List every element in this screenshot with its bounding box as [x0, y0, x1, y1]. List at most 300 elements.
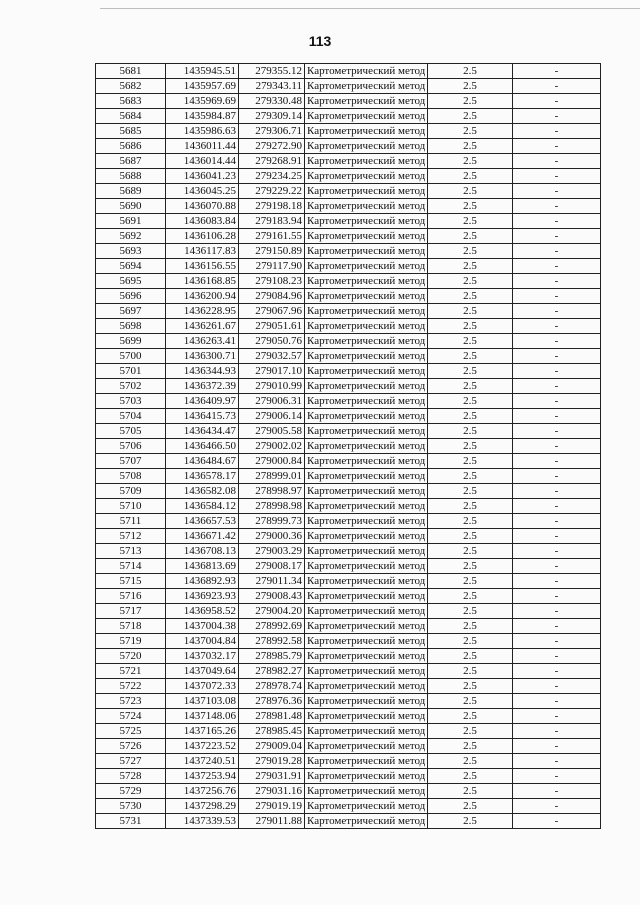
note-cell: - [513, 469, 601, 484]
point-number-cell: 5724 [96, 709, 166, 724]
x-coordinate-cell: 1435986.63 [166, 124, 239, 139]
note-cell: - [513, 109, 601, 124]
y-coordinate-cell: 279108.23 [239, 274, 305, 289]
accuracy-cell: 2.5 [428, 679, 513, 694]
note-cell: - [513, 784, 601, 799]
method-cell: Картометрический метод [305, 364, 428, 379]
y-coordinate-cell: 279150.89 [239, 244, 305, 259]
method-cell: Картометрический метод [305, 739, 428, 754]
table-row [96, 739, 601, 754]
table-row [96, 664, 601, 679]
accuracy-cell: 2.5 [428, 499, 513, 514]
note-cell: - [513, 649, 601, 664]
note-cell: - [513, 499, 601, 514]
table-row [96, 574, 601, 589]
x-coordinate-cell: 1436106.28 [166, 229, 239, 244]
accuracy-cell: 2.5 [428, 529, 513, 544]
point-number-cell: 5714 [96, 559, 166, 574]
y-coordinate-cell: 279008.43 [239, 589, 305, 604]
x-coordinate-cell: 1435957.69 [166, 79, 239, 94]
y-coordinate-cell: 279309.14 [239, 109, 305, 124]
method-cell: Картометрический метод [305, 319, 428, 334]
method-cell: Картометрический метод [305, 184, 428, 199]
accuracy-cell: 2.5 [428, 754, 513, 769]
note-cell: - [513, 229, 601, 244]
y-coordinate-cell: 279010.99 [239, 379, 305, 394]
table-row [96, 169, 601, 184]
note-cell: - [513, 184, 601, 199]
note-cell: - [513, 484, 601, 499]
y-coordinate-cell: 279008.17 [239, 559, 305, 574]
note-cell: - [513, 244, 601, 259]
x-coordinate-cell: 1436657.53 [166, 514, 239, 529]
table-row [96, 229, 601, 244]
accuracy-cell: 2.5 [428, 694, 513, 709]
table-row [96, 94, 601, 109]
note-cell: - [513, 349, 601, 364]
table-row [96, 289, 601, 304]
accuracy-cell: 2.5 [428, 229, 513, 244]
note-cell: - [513, 319, 601, 334]
note-cell: - [513, 604, 601, 619]
accuracy-cell: 2.5 [428, 454, 513, 469]
point-number-cell: 5723 [96, 694, 166, 709]
method-cell: Картометрический метод [305, 424, 428, 439]
y-coordinate-cell: 279032.57 [239, 349, 305, 364]
accuracy-cell: 2.5 [428, 439, 513, 454]
x-coordinate-cell: 1436708.13 [166, 544, 239, 559]
y-coordinate-cell: 279183.94 [239, 214, 305, 229]
point-number-cell: 5693 [96, 244, 166, 259]
note-cell: - [513, 739, 601, 754]
table-row [96, 484, 601, 499]
y-coordinate-cell: 279003.29 [239, 544, 305, 559]
method-cell: Картометрический метод [305, 274, 428, 289]
y-coordinate-cell: 278985.79 [239, 649, 305, 664]
table-row [96, 634, 601, 649]
method-cell: Картометрический метод [305, 289, 428, 304]
method-cell: Картометрический метод [305, 499, 428, 514]
accuracy-cell: 2.5 [428, 574, 513, 589]
method-cell: Картометрический метод [305, 679, 428, 694]
note-cell: - [513, 679, 601, 694]
point-number-cell: 5684 [96, 109, 166, 124]
method-cell: Картометрический метод [305, 484, 428, 499]
accuracy-cell: 2.5 [428, 424, 513, 439]
table-row [96, 139, 601, 154]
coordinates-table-body [96, 64, 601, 829]
x-coordinate-cell: 1437049.64 [166, 664, 239, 679]
y-coordinate-cell: 279051.61 [239, 319, 305, 334]
note-cell: - [513, 544, 601, 559]
x-coordinate-cell: 1436083.84 [166, 214, 239, 229]
table-row [96, 259, 601, 274]
accuracy-cell: 2.5 [428, 259, 513, 274]
accuracy-cell: 2.5 [428, 139, 513, 154]
point-number-cell: 5721 [96, 664, 166, 679]
note-cell: - [513, 79, 601, 94]
note-cell: - [513, 394, 601, 409]
x-coordinate-cell: 1436923.93 [166, 589, 239, 604]
accuracy-cell: 2.5 [428, 799, 513, 814]
accuracy-cell: 2.5 [428, 649, 513, 664]
x-coordinate-cell: 1436041.23 [166, 169, 239, 184]
coordinates-table [95, 63, 601, 829]
table-row [96, 619, 601, 634]
page-number: 113 [308, 33, 332, 49]
x-coordinate-cell: 1437240.51 [166, 754, 239, 769]
table-row [96, 499, 601, 514]
note-cell: - [513, 64, 601, 79]
y-coordinate-cell: 279343.11 [239, 79, 305, 94]
point-number-cell: 5698 [96, 319, 166, 334]
point-number-cell: 5711 [96, 514, 166, 529]
table-row [96, 364, 601, 379]
y-coordinate-cell: 279084.96 [239, 289, 305, 304]
note-cell: - [513, 454, 601, 469]
table-row [96, 709, 601, 724]
x-coordinate-cell: 1435984.87 [166, 109, 239, 124]
note-cell: - [513, 694, 601, 709]
x-coordinate-cell: 1437032.17 [166, 649, 239, 664]
x-coordinate-cell: 1435945.51 [166, 64, 239, 79]
table-row [96, 799, 601, 814]
method-cell: Картометрический метод [305, 754, 428, 769]
method-cell: Картометрический метод [305, 769, 428, 784]
y-coordinate-cell: 279117.90 [239, 259, 305, 274]
note-cell: - [513, 589, 601, 604]
method-cell: Картометрический метод [305, 619, 428, 634]
method-cell: Картометрический метод [305, 514, 428, 529]
point-number-cell: 5716 [96, 589, 166, 604]
accuracy-cell: 2.5 [428, 709, 513, 724]
note-cell: - [513, 634, 601, 649]
x-coordinate-cell: 1436372.39 [166, 379, 239, 394]
table-row [96, 379, 601, 394]
method-cell: Картометрический метод [305, 199, 428, 214]
point-number-cell: 5731 [96, 814, 166, 829]
accuracy-cell: 2.5 [428, 739, 513, 754]
method-cell: Картометрический метод [305, 334, 428, 349]
accuracy-cell: 2.5 [428, 769, 513, 784]
table-row [96, 199, 601, 214]
accuracy-cell: 2.5 [428, 409, 513, 424]
y-coordinate-cell: 279017.10 [239, 364, 305, 379]
point-number-cell: 5709 [96, 484, 166, 499]
method-cell: Картометрический метод [305, 634, 428, 649]
note-cell: - [513, 799, 601, 814]
note-cell: - [513, 94, 601, 109]
note-cell: - [513, 424, 601, 439]
x-coordinate-cell: 1437004.38 [166, 619, 239, 634]
point-number-cell: 5681 [96, 64, 166, 79]
note-cell: - [513, 334, 601, 349]
y-coordinate-cell: 278999.73 [239, 514, 305, 529]
x-coordinate-cell: 1436117.83 [166, 244, 239, 259]
y-coordinate-cell: 279006.14 [239, 409, 305, 424]
accuracy-cell: 2.5 [428, 244, 513, 259]
method-cell: Картометрический метод [305, 409, 428, 424]
table-row [96, 334, 601, 349]
x-coordinate-cell: 1436892.93 [166, 574, 239, 589]
method-cell: Картометрический метод [305, 454, 428, 469]
point-number-cell: 5722 [96, 679, 166, 694]
note-cell: - [513, 409, 601, 424]
point-number-cell: 5726 [96, 739, 166, 754]
method-cell: Картометрический метод [305, 649, 428, 664]
x-coordinate-cell: 1436168.85 [166, 274, 239, 289]
note-cell: - [513, 139, 601, 154]
y-coordinate-cell: 279000.36 [239, 529, 305, 544]
point-number-cell: 5695 [96, 274, 166, 289]
y-coordinate-cell: 279019.19 [239, 799, 305, 814]
table-row [96, 514, 601, 529]
accuracy-cell: 2.5 [428, 94, 513, 109]
y-coordinate-cell: 279067.96 [239, 304, 305, 319]
y-coordinate-cell: 278998.98 [239, 499, 305, 514]
accuracy-cell: 2.5 [428, 79, 513, 94]
accuracy-cell: 2.5 [428, 514, 513, 529]
point-number-cell: 5699 [96, 334, 166, 349]
y-coordinate-cell: 279268.91 [239, 154, 305, 169]
table-row [96, 244, 601, 259]
x-coordinate-cell: 1436484.67 [166, 454, 239, 469]
accuracy-cell: 2.5 [428, 319, 513, 334]
point-number-cell: 5717 [96, 604, 166, 619]
accuracy-cell: 2.5 [428, 559, 513, 574]
table-row [96, 559, 601, 574]
accuracy-cell: 2.5 [428, 199, 513, 214]
note-cell: - [513, 574, 601, 589]
y-coordinate-cell: 279000.84 [239, 454, 305, 469]
accuracy-cell: 2.5 [428, 784, 513, 799]
table-row [96, 469, 601, 484]
method-cell: Картометрический метод [305, 394, 428, 409]
y-coordinate-cell: 278978.74 [239, 679, 305, 694]
table-row [96, 784, 601, 799]
method-cell: Картометрический метод [305, 799, 428, 814]
accuracy-cell: 2.5 [428, 334, 513, 349]
y-coordinate-cell: 278998.97 [239, 484, 305, 499]
point-number-cell: 5713 [96, 544, 166, 559]
y-coordinate-cell: 278992.69 [239, 619, 305, 634]
point-number-cell: 5688 [96, 169, 166, 184]
table-row [96, 349, 601, 364]
method-cell: Картометрический метод [305, 349, 428, 364]
point-number-cell: 5685 [96, 124, 166, 139]
accuracy-cell: 2.5 [428, 184, 513, 199]
accuracy-cell: 2.5 [428, 304, 513, 319]
y-coordinate-cell: 279229.22 [239, 184, 305, 199]
point-number-cell: 5718 [96, 619, 166, 634]
table-row [96, 424, 601, 439]
x-coordinate-cell: 1437103.08 [166, 694, 239, 709]
note-cell: - [513, 709, 601, 724]
x-coordinate-cell: 1436011.44 [166, 139, 239, 154]
note-cell: - [513, 769, 601, 784]
method-cell: Картометрический метод [305, 124, 428, 139]
point-number-cell: 5728 [96, 769, 166, 784]
point-number-cell: 5687 [96, 154, 166, 169]
method-cell: Картометрический метод [305, 724, 428, 739]
point-number-cell: 5683 [96, 94, 166, 109]
point-number-cell: 5703 [96, 394, 166, 409]
note-cell: - [513, 289, 601, 304]
table-row [96, 124, 601, 139]
point-number-cell: 5692 [96, 229, 166, 244]
x-coordinate-cell: 1436671.42 [166, 529, 239, 544]
note-cell: - [513, 154, 601, 169]
accuracy-cell: 2.5 [428, 214, 513, 229]
note-cell: - [513, 619, 601, 634]
method-cell: Картометрический метод [305, 544, 428, 559]
table-row [96, 769, 601, 784]
point-number-cell: 5697 [96, 304, 166, 319]
note-cell: - [513, 439, 601, 454]
x-coordinate-cell: 1436014.44 [166, 154, 239, 169]
x-coordinate-cell: 1436958.52 [166, 604, 239, 619]
point-number-cell: 5702 [96, 379, 166, 394]
method-cell: Картометрический метод [305, 64, 428, 79]
method-cell: Картометрический метод [305, 469, 428, 484]
table-row [96, 679, 601, 694]
accuracy-cell: 2.5 [428, 604, 513, 619]
x-coordinate-cell: 1436409.97 [166, 394, 239, 409]
point-number-cell: 5700 [96, 349, 166, 364]
accuracy-cell: 2.5 [428, 619, 513, 634]
note-cell: - [513, 559, 601, 574]
accuracy-cell: 2.5 [428, 394, 513, 409]
point-number-cell: 5706 [96, 439, 166, 454]
accuracy-cell: 2.5 [428, 724, 513, 739]
x-coordinate-cell: 1436582.08 [166, 484, 239, 499]
point-number-cell: 5719 [96, 634, 166, 649]
y-coordinate-cell: 279031.91 [239, 769, 305, 784]
y-coordinate-cell: 279009.04 [239, 739, 305, 754]
point-number-cell: 5686 [96, 139, 166, 154]
method-cell: Картометрический метод [305, 694, 428, 709]
accuracy-cell: 2.5 [428, 814, 513, 829]
note-cell: - [513, 379, 601, 394]
table-row [96, 109, 601, 124]
table-row [96, 454, 601, 469]
point-number-cell: 5720 [96, 649, 166, 664]
point-number-cell: 5701 [96, 364, 166, 379]
point-number-cell: 5725 [96, 724, 166, 739]
x-coordinate-cell: 1436070.88 [166, 199, 239, 214]
method-cell: Картометрический метод [305, 169, 428, 184]
note-cell: - [513, 724, 601, 739]
point-number-cell: 5712 [96, 529, 166, 544]
point-number-cell: 5694 [96, 259, 166, 274]
accuracy-cell: 2.5 [428, 484, 513, 499]
y-coordinate-cell: 278992.58 [239, 634, 305, 649]
table-row [96, 394, 601, 409]
table-row [96, 409, 601, 424]
table-row [96, 589, 601, 604]
x-coordinate-cell: 1436466.50 [166, 439, 239, 454]
accuracy-cell: 2.5 [428, 544, 513, 559]
table-row [96, 724, 601, 739]
table-row [96, 64, 601, 79]
note-cell: - [513, 664, 601, 679]
table-row [96, 304, 601, 319]
point-number-cell: 5715 [96, 574, 166, 589]
note-cell: - [513, 199, 601, 214]
table-row [96, 529, 601, 544]
x-coordinate-cell: 1436578.17 [166, 469, 239, 484]
table-row [96, 274, 601, 289]
accuracy-cell: 2.5 [428, 664, 513, 679]
note-cell: - [513, 304, 601, 319]
x-coordinate-cell: 1436228.95 [166, 304, 239, 319]
method-cell: Картометрический метод [305, 784, 428, 799]
point-number-cell: 5682 [96, 79, 166, 94]
x-coordinate-cell: 1437004.84 [166, 634, 239, 649]
x-coordinate-cell: 1436263.41 [166, 334, 239, 349]
note-cell: - [513, 814, 601, 829]
method-cell: Картометрический метод [305, 154, 428, 169]
accuracy-cell: 2.5 [428, 379, 513, 394]
y-coordinate-cell: 279306.71 [239, 124, 305, 139]
x-coordinate-cell: 1437072.33 [166, 679, 239, 694]
x-coordinate-cell: 1437253.94 [166, 769, 239, 784]
point-number-cell: 5710 [96, 499, 166, 514]
accuracy-cell: 2.5 [428, 64, 513, 79]
note-cell: - [513, 514, 601, 529]
y-coordinate-cell: 279011.34 [239, 574, 305, 589]
point-number-cell: 5730 [96, 799, 166, 814]
accuracy-cell: 2.5 [428, 589, 513, 604]
method-cell: Картометрический метод [305, 529, 428, 544]
method-cell: Картометрический метод [305, 139, 428, 154]
x-coordinate-cell: 1437148.06 [166, 709, 239, 724]
point-number-cell: 5689 [96, 184, 166, 199]
accuracy-cell: 2.5 [428, 469, 513, 484]
method-cell: Картометрический метод [305, 574, 428, 589]
method-cell: Картометрический метод [305, 604, 428, 619]
y-coordinate-cell: 278976.36 [239, 694, 305, 709]
method-cell: Картометрический метод [305, 559, 428, 574]
x-coordinate-cell: 1435969.69 [166, 94, 239, 109]
table-row [96, 814, 601, 829]
top-rule [100, 8, 640, 9]
x-coordinate-cell: 1436300.71 [166, 349, 239, 364]
x-coordinate-cell: 1436434.47 [166, 424, 239, 439]
method-cell: Картометрический метод [305, 439, 428, 454]
y-coordinate-cell: 279198.18 [239, 199, 305, 214]
x-coordinate-cell: 1436045.25 [166, 184, 239, 199]
x-coordinate-cell: 1437339.53 [166, 814, 239, 829]
y-coordinate-cell: 278981.48 [239, 709, 305, 724]
y-coordinate-cell: 279019.28 [239, 754, 305, 769]
point-number-cell: 5690 [96, 199, 166, 214]
accuracy-cell: 2.5 [428, 349, 513, 364]
x-coordinate-cell: 1436344.93 [166, 364, 239, 379]
x-coordinate-cell: 1437256.76 [166, 784, 239, 799]
note-cell: - [513, 214, 601, 229]
point-number-cell: 5705 [96, 424, 166, 439]
method-cell: Картометрический метод [305, 79, 428, 94]
point-number-cell: 5696 [96, 289, 166, 304]
x-coordinate-cell: 1436261.67 [166, 319, 239, 334]
point-number-cell: 5704 [96, 409, 166, 424]
table-row [96, 694, 601, 709]
table-row [96, 544, 601, 559]
accuracy-cell: 2.5 [428, 109, 513, 124]
method-cell: Картометрический метод [305, 304, 428, 319]
y-coordinate-cell: 278999.01 [239, 469, 305, 484]
